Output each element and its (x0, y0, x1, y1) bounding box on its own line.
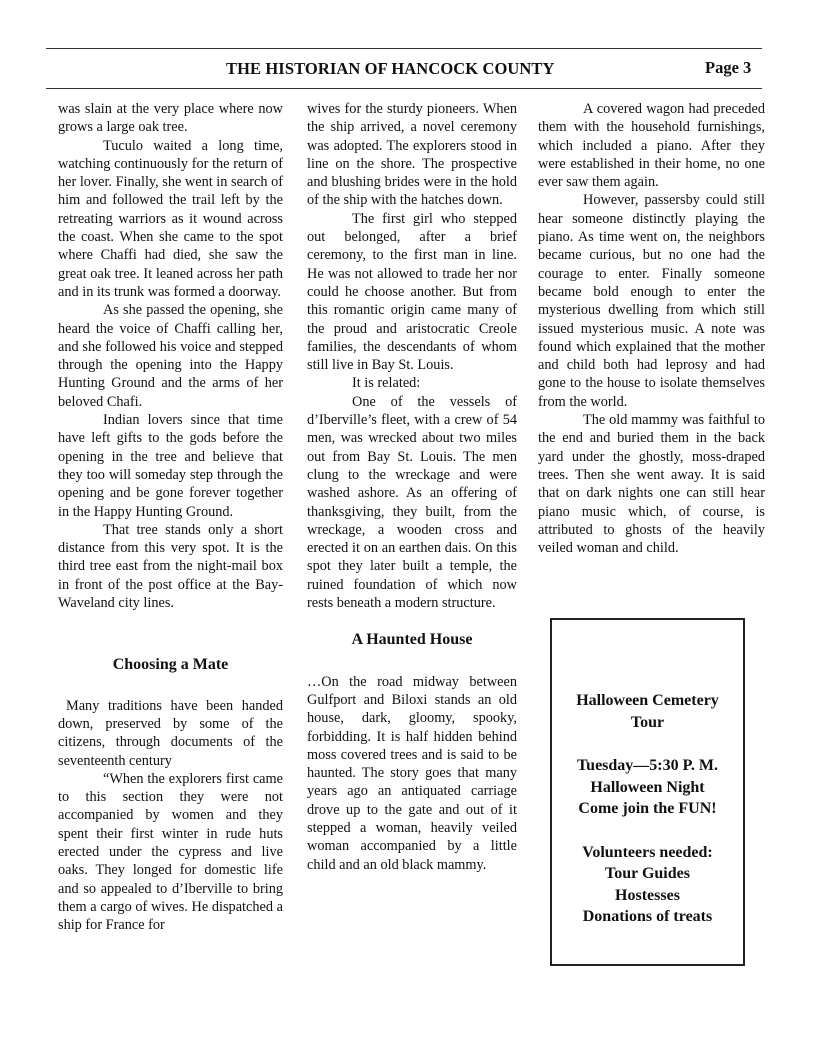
column-3 (538, 100, 765, 557)
event-title-line: Tour (630, 713, 665, 731)
column-2 (307, 100, 517, 874)
page-number: Page 3 (705, 58, 752, 77)
header-top-rule (46, 48, 762, 49)
paragraph: As she passed the opening, she heard the voice of Chaffi calling her, and she followed his voice and stepped through the opening into the Happy Hunting Ground and the arms of her beloved Chafi. (58, 302, 283, 410)
paragraph: The first girl who stepped out belonged, after a brief ceremony, to the first man in line. He was not allowed to trade her nor could he choose another. But from this romantic origin came many of the proud and aristocratic Creole families, the descendants of whom still live in Bay St. Louis. (307, 210, 517, 374)
paragraph: One of the vessels of d’Iberville’s fleet, with a crew of 54 men, was wrecked about two miles out from Bay St. Louis. The men clung to the wreckage and were washed ashore. As an offering of thanksgiving, they built, from the wreckage, a wooden cross and erected it on an earthen dais. On this spot they later built a temple, the ruined foundation of which now rests beneath a modern structure. (307, 393, 517, 612)
newsletter-title: THE HISTORIAN OF HANCOCK COUNTY (226, 59, 555, 78)
volunteer-role: Donations of treats (582, 908, 713, 925)
paragraph: The old mammy was faithful to the end and buried them in the back yard under the ghostly, moss-draped trees. Then she went away. It is said that on dark nights one can still hear piano music which, of course, is attributed to ghosts of the heavily veiled woman and child. (538, 412, 765, 557)
section-heading-choosing-a-mate: Choosing a Mate (112, 656, 229, 674)
event-title-line: Halloween Cemetery (576, 692, 719, 709)
paragraph: It is related: (352, 375, 421, 392)
volunteer-role: Hostesses (615, 886, 680, 904)
paragraph: wives for the sturdy pioneers. When the ship arrived, a novel ceremony was adopted. The explorers stood in line on the shore. The prospective and blushing brides were in the hold of the ship with the hatches down. (307, 101, 517, 209)
paragraph: Tuculo waited a long time, watching continuously for the return of her lover. Finally, she went in search of him and followed the trail left by the retreating warriors as it wound across the coast. When she came to the spot where Chaffi had died, she saw the great oak tree. It leaned across her path and in its trunk was formed a doorway. (58, 137, 283, 300)
paragraph: However, passersby could still hear someone distinctly playing the piano. As time went on, the neighbors became curious, but no one had the courage to enter. Finally someone became bold enough to enter the mysterious dwelling from which still issued mysterious music. A note was found which explained that the mother and child both had leprosy and had gone to the house to isolate themselves from the world. (538, 192, 765, 410)
paragraph: “When the explorers first came to this section they were not accompanied by women and they spent their first winter in rude huts erected under the cypress and live oaks. They longed for domestic life and so appealed to d’Iberville to bring them a cargo of wives. He dispatched a ship for France for (58, 770, 283, 934)
paragraph: Many traditions have been handed down, preserved by some of the citizens, through documents of the seventeenth century (58, 697, 283, 769)
halloween-tour-announcement-box (550, 618, 745, 966)
paragraph: That tree stands only a short distance from this very spot. It is the third tree east from the night-mail box in front of the post office at the Bay-Waveland city lines. (58, 521, 283, 612)
paragraph: was slain at the very place where now grows a large oak tree. (58, 101, 283, 136)
paragraph: A covered wagon had preceded them with the household furnishings, which included a piano. After they were established in their home, no one ever saw them again. (538, 101, 765, 191)
paragraph: Indian lovers since that time have left gifts to the gods before the opening in the tree and believe that they too will someday step through the opening and be gone forever together in the Happy Hunting Ground. (58, 412, 283, 520)
volunteers-heading: Volunteers needed: (582, 843, 713, 861)
event-date: Tuesday—5:30 P. M. (576, 757, 719, 774)
event-invite: Come join the FUN! (578, 800, 717, 817)
header-bottom-rule (46, 88, 762, 89)
volunteer-role: Tour Guides (605, 865, 690, 882)
section-heading-haunted-house: A Haunted House (351, 631, 473, 649)
event-night: Halloween Night (590, 778, 705, 796)
paragraph: …On the road midway between Gulfport and Biloxi stands an old house, dark, gloomy, spooky, forbidding. It is half hidden behind moss covered trees and is said to be haunted. The story goes that many years ago an antiquated carriage drove up to the gate and out of it stepped a woman, heavily veiled woman accompanied by a little child and an old black mammy. (307, 673, 517, 873)
column-1 (58, 100, 283, 934)
